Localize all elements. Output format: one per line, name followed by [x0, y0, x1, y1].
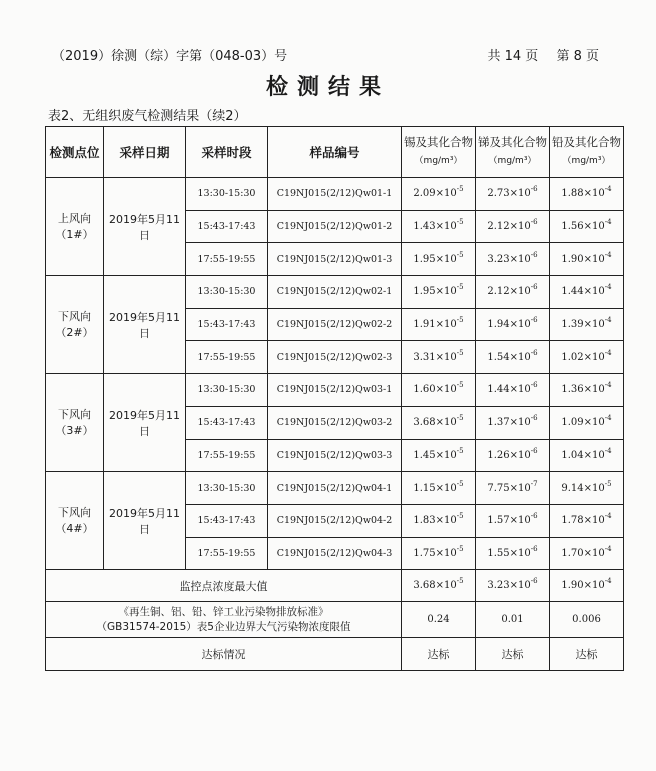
value-cell	[402, 210, 476, 243]
value-exponent: -4	[604, 283, 612, 292]
value-mantissa: 1.78×10	[561, 515, 605, 527]
report-number: （2019）徐测（综）字第（048-03）号	[52, 49, 288, 64]
compliance-row	[46, 638, 624, 671]
value-exponent: -6	[530, 185, 538, 194]
table-row	[46, 472, 624, 505]
location-cell	[46, 276, 104, 374]
value-exponent: -6	[530, 316, 538, 325]
value-cell	[550, 210, 624, 243]
page-indicator	[488, 45, 600, 64]
period-cell: 17:55-19:55	[186, 537, 268, 570]
period-cell: 13:30-15:30	[186, 178, 268, 211]
location-cell	[46, 178, 104, 276]
value-exponent: -6	[530, 381, 538, 390]
value-exponent: -6	[530, 577, 538, 586]
compliance-cell: 达标	[402, 638, 476, 671]
value-mantissa: 2.73×10	[487, 188, 531, 200]
value-cell	[402, 406, 476, 439]
value-mantissa: 1.60×10	[413, 384, 457, 396]
value-exponent: -4	[604, 250, 612, 259]
date-cell: 2019年5月11日	[104, 374, 186, 472]
value-cell	[550, 472, 624, 505]
value-cell	[402, 374, 476, 407]
value-mantissa: 1.70×10	[561, 547, 605, 559]
table-row	[46, 276, 624, 309]
value-cell	[476, 243, 550, 276]
value-exponent: -5	[456, 348, 464, 357]
value-mantissa: 1.94×10	[487, 319, 531, 331]
sample-id-cell: C19NJ015(2/12)Qw04-1	[268, 472, 402, 505]
value-mantissa: 1.37×10	[487, 417, 531, 429]
value-exponent: -4	[604, 414, 612, 423]
value-mantissa: 1.26×10	[487, 449, 531, 461]
sample-id-cell: C19NJ015(2/12)Qw02-1	[268, 276, 402, 309]
value-exponent: -6	[530, 218, 538, 227]
value-cell	[402, 308, 476, 341]
value-mantissa: 3.23×10	[487, 580, 531, 592]
limit-label	[46, 602, 402, 638]
results-body	[46, 178, 624, 671]
sample-id-cell: C19NJ015(2/12)Qw03-2	[268, 406, 402, 439]
value-mantissa: 3.68×10	[413, 417, 457, 429]
limit-value-cell: 0.24	[402, 602, 476, 638]
value-exponent: -5	[456, 544, 464, 553]
table-row	[46, 374, 624, 407]
value-exponent: -6	[530, 512, 538, 521]
value-cell	[402, 570, 476, 602]
value-mantissa: 1.56×10	[561, 221, 605, 233]
value-exponent: -5	[456, 512, 464, 521]
standard-name: 《再生铜、铝、铅、锌工业污染物排放标准》	[118, 605, 329, 618]
value-mantissa: 1.90×10	[561, 580, 605, 592]
value-mantissa: 2.12×10	[487, 286, 531, 298]
sample-id-cell: C19NJ015(2/12)Qw01-1	[268, 178, 402, 211]
sample-id-cell: C19NJ015(2/12)Qw01-3	[268, 243, 402, 276]
limit-value-cell: 0.006	[550, 602, 624, 638]
value-mantissa: 7.75×10	[487, 482, 531, 494]
value-cell	[550, 178, 624, 211]
value-cell	[476, 504, 550, 537]
value-cell	[476, 570, 550, 602]
date-cell: 2019年5月11日	[104, 178, 186, 276]
value-mantissa: 1.57×10	[487, 515, 531, 527]
value-cell	[476, 341, 550, 374]
value-cell	[550, 537, 624, 570]
results-table	[45, 126, 624, 671]
location-label: 下风向	[58, 309, 91, 323]
col-header-date: 采样日期	[104, 127, 186, 178]
date-cell: 2019年5月11日	[104, 276, 186, 374]
value-exponent: -5	[456, 316, 464, 325]
value-exponent: -6	[530, 283, 538, 292]
col-header-antimony	[476, 127, 550, 178]
value-cell	[550, 406, 624, 439]
value-exponent: -5	[456, 446, 464, 455]
sample-id-cell: C19NJ015(2/12)Qw02-2	[268, 308, 402, 341]
value-exponent: -4	[604, 381, 612, 390]
value-cell	[402, 439, 476, 472]
location-label: 下风向	[58, 505, 91, 519]
value-exponent: -5	[456, 577, 464, 586]
standard-code: （GB31574-2015）表5企业边界大气污染物浓度限值	[96, 620, 351, 633]
analyte-name: 锑及其化合物	[478, 135, 547, 149]
location-code: （1#）	[55, 227, 94, 241]
document-title: 检测结果	[265, 75, 390, 100]
analyte-unit: （mg/m³）	[414, 156, 463, 166]
value-mantissa: 1.44×10	[561, 286, 605, 298]
value-exponent: -6	[530, 250, 538, 259]
value-mantissa: 1.83×10	[413, 515, 457, 527]
period-cell: 13:30-15:30	[186, 276, 268, 309]
value-mantissa: 1.95×10	[413, 286, 457, 298]
value-cell	[476, 406, 550, 439]
value-exponent: -6	[530, 348, 538, 357]
value-cell	[402, 276, 476, 309]
value-exponent: -6	[530, 544, 538, 553]
period-cell: 17:55-19:55	[186, 243, 268, 276]
value-exponent: -5	[604, 479, 612, 488]
value-mantissa: 1.55×10	[487, 547, 531, 559]
value-cell	[476, 210, 550, 243]
value-mantissa: 1.90×10	[561, 253, 605, 265]
value-mantissa: 1.54×10	[487, 351, 531, 363]
period-cell: 15:43-17:43	[186, 504, 268, 537]
period-cell: 17:55-19:55	[186, 439, 268, 472]
value-mantissa: 1.15×10	[413, 482, 457, 494]
value-mantissa: 1.44×10	[487, 384, 531, 396]
value-cell	[476, 276, 550, 309]
value-cell	[550, 243, 624, 276]
value-mantissa: 1.39×10	[561, 319, 605, 331]
value-exponent: -5	[456, 381, 464, 390]
value-exponent: -5	[456, 414, 464, 423]
limit-row	[46, 602, 624, 638]
value-cell	[402, 243, 476, 276]
value-cell	[550, 570, 624, 602]
col-header-location: 检测点位	[46, 127, 104, 178]
value-exponent: -4	[604, 348, 612, 357]
value-cell	[402, 178, 476, 211]
analyte-name: 锡及其化合物	[404, 135, 473, 149]
analyte-name: 铅及其化合物	[552, 135, 621, 149]
max-value-row	[46, 570, 624, 602]
period-cell: 15:43-17:43	[186, 406, 268, 439]
location-label: 上风向	[58, 211, 91, 225]
value-cell	[402, 341, 476, 374]
col-header-lead	[550, 127, 624, 178]
value-exponent: -5	[456, 185, 464, 194]
date-cell: 2019年5月11日	[104, 472, 186, 570]
value-mantissa: 3.31×10	[413, 351, 457, 363]
compliance-cell: 达标	[550, 638, 624, 671]
col-header-period: 采样时段	[186, 127, 268, 178]
value-exponent: -4	[604, 316, 612, 325]
period-cell: 13:30-15:30	[186, 472, 268, 505]
sample-id-cell: C19NJ015(2/12)Qw01-2	[268, 210, 402, 243]
value-cell	[402, 472, 476, 505]
analyte-unit: （mg/m³）	[562, 156, 611, 166]
value-cell	[402, 537, 476, 570]
sample-id-cell: C19NJ015(2/12)Qw02-3	[268, 341, 402, 374]
value-exponent: -4	[604, 577, 612, 586]
value-exponent: -4	[604, 218, 612, 227]
value-cell	[476, 472, 550, 505]
total-pages: 共 14 页	[487, 49, 539, 64]
period-cell: 15:43-17:43	[186, 308, 268, 341]
value-mantissa: 3.23×10	[487, 253, 531, 265]
value-mantissa: 1.36×10	[561, 384, 605, 396]
value-exponent: -4	[604, 185, 612, 194]
value-exponent: -4	[604, 446, 612, 455]
value-cell	[476, 308, 550, 341]
value-exponent: -7	[530, 479, 538, 488]
max-value-label: 监控点浓度最大值	[46, 570, 402, 602]
value-mantissa: 1.09×10	[561, 417, 605, 429]
sample-id-cell: C19NJ015(2/12)Qw04-3	[268, 537, 402, 570]
col-header-tin	[402, 127, 476, 178]
compliance-label: 达标情况	[46, 638, 402, 671]
value-exponent: -4	[604, 512, 612, 521]
value-exponent: -5	[456, 479, 464, 488]
value-mantissa: 1.75×10	[413, 547, 457, 559]
sample-id-cell: C19NJ015(2/12)Qw04-2	[268, 504, 402, 537]
limit-value-cell: 0.01	[476, 602, 550, 638]
value-cell	[476, 439, 550, 472]
compliance-cell: 达标	[476, 638, 550, 671]
period-cell: 17:55-19:55	[186, 341, 268, 374]
sample-id-cell: C19NJ015(2/12)Qw03-1	[268, 374, 402, 407]
analyte-unit: （mg/m³）	[488, 156, 537, 166]
value-mantissa: 1.43×10	[413, 221, 457, 233]
value-cell	[476, 178, 550, 211]
value-cell	[402, 504, 476, 537]
value-mantissa: 9.14×10	[561, 482, 605, 494]
table-caption: 表2、无组织废气检测结果（续2）	[48, 109, 247, 124]
location-code: （4#）	[55, 521, 94, 535]
value-exponent: -5	[456, 218, 464, 227]
value-cell	[550, 308, 624, 341]
value-exponent: -6	[530, 414, 538, 423]
value-mantissa: 1.95×10	[413, 253, 457, 265]
location-code: （3#）	[55, 423, 94, 437]
value-cell	[550, 504, 624, 537]
value-cell	[550, 341, 624, 374]
period-cell: 13:30-15:30	[186, 374, 268, 407]
value-mantissa: 2.09×10	[413, 188, 457, 200]
period-cell: 15:43-17:43	[186, 210, 268, 243]
value-mantissa: 3.68×10	[413, 580, 457, 592]
value-mantissa: 1.88×10	[561, 188, 605, 200]
value-exponent: -6	[530, 446, 538, 455]
location-code: （2#）	[55, 325, 94, 339]
value-mantissa: 1.04×10	[561, 449, 605, 461]
value-mantissa: 1.02×10	[561, 351, 605, 363]
page-number: 第 8 页	[556, 49, 599, 64]
value-cell	[476, 537, 550, 570]
value-exponent: -5	[456, 250, 464, 259]
value-mantissa: 1.45×10	[413, 449, 457, 461]
value-cell	[476, 374, 550, 407]
value-mantissa: 1.91×10	[413, 319, 457, 331]
location-cell	[46, 374, 104, 472]
value-exponent: -5	[456, 283, 464, 292]
table-row	[46, 178, 624, 211]
value-cell	[550, 276, 624, 309]
value-cell	[550, 374, 624, 407]
value-exponent: -4	[604, 544, 612, 553]
value-mantissa: 2.12×10	[487, 221, 531, 233]
location-cell	[46, 472, 104, 570]
location-label: 下风向	[58, 407, 91, 421]
value-cell	[550, 439, 624, 472]
sample-id-cell: C19NJ015(2/12)Qw03-3	[268, 439, 402, 472]
col-header-sample-id: 样品编号	[268, 127, 402, 178]
